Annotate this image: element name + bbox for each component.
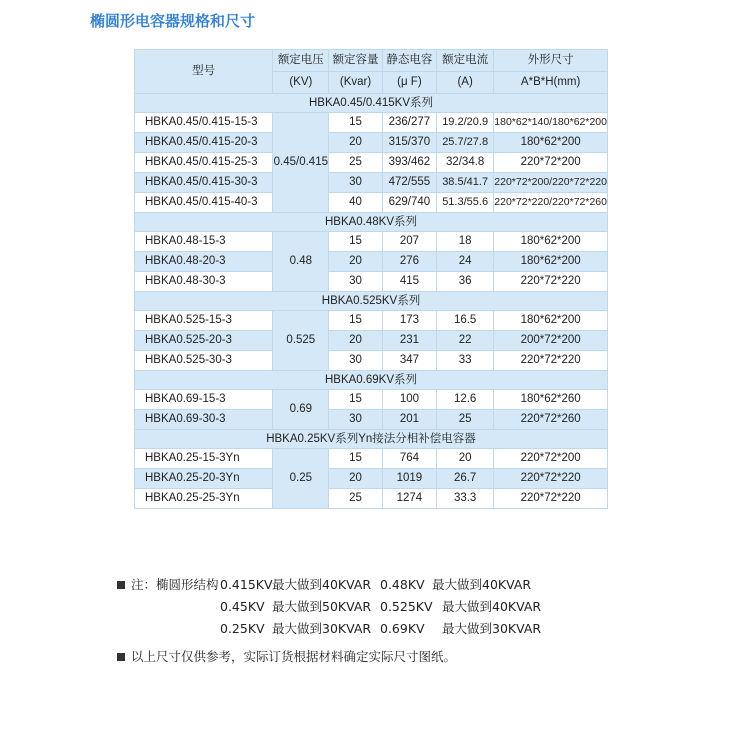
capacity-cell: 30 [329, 173, 383, 193]
size-cell: 180*62*260 [494, 390, 608, 410]
model-cell: HBKA0.45/0.415-40-3 [135, 193, 273, 213]
series-row [135, 430, 608, 449]
header-row [135, 50, 608, 72]
header-current: 额定电流 [437, 50, 494, 72]
capacitance-cell: 472/555 [382, 173, 436, 193]
note-max: 最大做到30KVAR [272, 621, 372, 636]
model-cell: HBKA0.45/0.415-20-3 [135, 133, 273, 153]
note-disclaimer: 以上尺寸仅供参考，实际订货根据材料确定实际尺寸图纸。 [131, 649, 457, 664]
current-cell: 18 [437, 232, 494, 252]
voltage-cell: 0.45/0.415 [273, 113, 329, 213]
table-row [135, 133, 608, 153]
size-cell: 180*62*200 [494, 133, 608, 153]
current-cell: 33 [437, 351, 494, 371]
current-cell: 38.5/41.7 [437, 173, 494, 193]
header-capacity: 额定容量 [329, 50, 383, 72]
table-row [135, 331, 608, 351]
header-current-unit: (A) [437, 72, 494, 94]
table-row [135, 232, 608, 252]
header-voltage: 额定电压 [273, 50, 329, 72]
capacitance-cell: 1274 [382, 489, 436, 509]
size-cell: 220*72*260 [494, 410, 608, 430]
series-row [135, 94, 608, 113]
capacity-cell: 25 [329, 153, 383, 173]
note-line-3 [117, 618, 542, 640]
model-cell: HBKA0.48-20-3 [135, 252, 273, 272]
capacitance-cell: 201 [382, 410, 436, 430]
capacitance-cell: 173 [382, 311, 436, 331]
note-voltage: 0.45KV [220, 599, 265, 614]
note-max: 最大做到50KVAR [272, 599, 372, 614]
current-cell: 12.6 [437, 390, 494, 410]
header-capacitance: 静态电容 [382, 50, 436, 72]
voltage-cell: 0.48 [273, 232, 329, 292]
capacity-cell: 15 [329, 449, 383, 469]
capacity-cell: 15 [329, 232, 383, 252]
series-title: HBKA0.48KV系列 [135, 213, 608, 232]
capacity-cell: 15 [329, 113, 383, 133]
model-cell: HBKA0.48-30-3 [135, 272, 273, 292]
current-cell: 51.3/55.6 [437, 193, 494, 213]
series-title: HBKA0.525KV系列 [135, 292, 608, 311]
capacity-cell: 20 [329, 252, 383, 272]
size-cell: 180*62*200 [494, 311, 608, 331]
model-cell: HBKA0.69-15-3 [135, 390, 273, 410]
capacity-cell: 20 [329, 331, 383, 351]
note-max: 最大做到30KVAR [442, 621, 542, 636]
size-cell: 220*72*220 [494, 469, 608, 489]
spec-table [134, 49, 608, 509]
note-voltage: 0.415KV [220, 577, 273, 592]
model-cell: HBKA0.69-30-3 [135, 410, 273, 430]
series-title: HBKA0.25KV系列Yn接法分相补偿电容器 [135, 430, 608, 449]
notes [117, 574, 542, 668]
capacitance-cell: 236/277 [382, 113, 436, 133]
capacitance-cell: 100 [382, 390, 436, 410]
size-cell: 180*62*200 [494, 232, 608, 252]
model-cell: HBKA0.48-15-3 [135, 232, 273, 252]
model-cell: HBKA0.525-20-3 [135, 331, 273, 351]
size-cell: 200*72*200 [494, 331, 608, 351]
size-cell: 220*72*220/220*72*260 [494, 193, 608, 213]
size-cell: 220*72*220 [494, 272, 608, 292]
note-prefix: 注：椭圆形结构 [131, 577, 219, 592]
model-cell: HBKA0.45/0.415-30-3 [135, 173, 273, 193]
note-line-2 [117, 596, 542, 618]
capacity-cell: 15 [329, 390, 383, 410]
current-cell: 36 [437, 272, 494, 292]
capacitance-cell: 415 [382, 272, 436, 292]
current-cell: 32/34.8 [437, 153, 494, 173]
page-title: 椭圆形电容器规格和尺寸 [90, 12, 256, 30]
capacitance-cell: 393/462 [382, 153, 436, 173]
note-max: 最大做到40KVAR [272, 577, 372, 592]
capacitance-cell: 629/740 [382, 193, 436, 213]
capacity-cell: 30 [329, 410, 383, 430]
table-row [135, 489, 608, 509]
current-cell: 19.2/20.9 [437, 113, 494, 133]
table-row [135, 153, 608, 173]
header-size: 外形尺寸 [494, 50, 608, 72]
header-model: 型号 [135, 50, 273, 94]
model-cell: HBKA0.25-20-3Yn [135, 469, 273, 489]
capacity-cell: 25 [329, 489, 383, 509]
current-cell: 16.5 [437, 311, 494, 331]
model-cell: HBKA0.45/0.415-25-3 [135, 153, 273, 173]
capacitance-cell: 764 [382, 449, 436, 469]
table-row [135, 449, 608, 469]
series-title: HBKA0.45/0.415KV系列 [135, 94, 608, 113]
series-title: HBKA0.69KV系列 [135, 371, 608, 390]
header-capacitance-unit: (μ F) [382, 72, 436, 94]
current-cell: 25.7/27.8 [437, 133, 494, 153]
header-voltage-unit: (KV) [273, 72, 329, 94]
note-voltage: 0.69KV [380, 621, 425, 636]
voltage-cell: 0.25 [273, 449, 329, 509]
note-line-1 [117, 574, 532, 596]
capacitance-cell: 347 [382, 351, 436, 371]
series-row [135, 213, 608, 232]
voltage-cell: 0.525 [273, 311, 329, 371]
table-row [135, 113, 608, 133]
model-cell: HBKA0.525-30-3 [135, 351, 273, 371]
size-cell: 220*72*200 [494, 153, 608, 173]
header-capacity-unit: (Kvar) [329, 72, 383, 94]
size-cell: 220*72*200 [494, 449, 608, 469]
current-cell: 25 [437, 410, 494, 430]
capacity-cell: 40 [329, 193, 383, 213]
capacity-cell: 30 [329, 351, 383, 371]
table-row [135, 410, 608, 430]
model-cell: HBKA0.45/0.415-15-3 [135, 113, 273, 133]
note-voltage: 0.48KV [380, 577, 425, 592]
capacity-cell: 30 [329, 272, 383, 292]
series-row [135, 371, 608, 390]
table-row [135, 469, 608, 489]
table-row [135, 351, 608, 371]
size-cell: 220*72*220 [494, 489, 608, 509]
note-voltage: 0.25KV [220, 621, 265, 636]
current-cell: 22 [437, 331, 494, 351]
capacitance-cell: 276 [382, 252, 436, 272]
capacity-cell: 20 [329, 469, 383, 489]
header-size-unit: A*B*H(mm) [494, 72, 608, 94]
capacitance-cell: 1019 [382, 469, 436, 489]
note-max: 最大做到40KVAR [432, 577, 532, 592]
model-cell: HBKA0.25-25-3Yn [135, 489, 273, 509]
table-row [135, 311, 608, 331]
current-cell: 33.3 [437, 489, 494, 509]
table-row [135, 252, 608, 272]
model-cell: HBKA0.525-15-3 [135, 311, 273, 331]
bullet-icon [117, 581, 125, 589]
capacity-cell: 20 [329, 133, 383, 153]
table-row [135, 193, 608, 213]
bullet-icon [117, 653, 125, 661]
current-cell: 20 [437, 449, 494, 469]
size-cell: 220*72*200/220*72*220 [494, 173, 608, 193]
capacitance-cell: 231 [382, 331, 436, 351]
table-row [135, 173, 608, 193]
note-voltage: 0.525KV [380, 599, 433, 614]
voltage-cell: 0.69 [273, 390, 329, 430]
capacity-cell: 15 [329, 311, 383, 331]
size-cell: 180*62*140/180*62*200 [494, 113, 608, 133]
size-cell: 220*72*220 [494, 351, 608, 371]
capacitance-cell: 315/370 [382, 133, 436, 153]
capacitance-cell: 207 [382, 232, 436, 252]
size-cell: 180*62*200 [494, 252, 608, 272]
current-cell: 26.7 [437, 469, 494, 489]
spec-table-body [135, 50, 608, 509]
note-max: 最大做到40KVAR [442, 599, 542, 614]
current-cell: 24 [437, 252, 494, 272]
series-row [135, 292, 608, 311]
table-row [135, 272, 608, 292]
table-row [135, 390, 608, 410]
note-line-4 [117, 646, 456, 668]
model-cell: HBKA0.25-15-3Yn [135, 449, 273, 469]
